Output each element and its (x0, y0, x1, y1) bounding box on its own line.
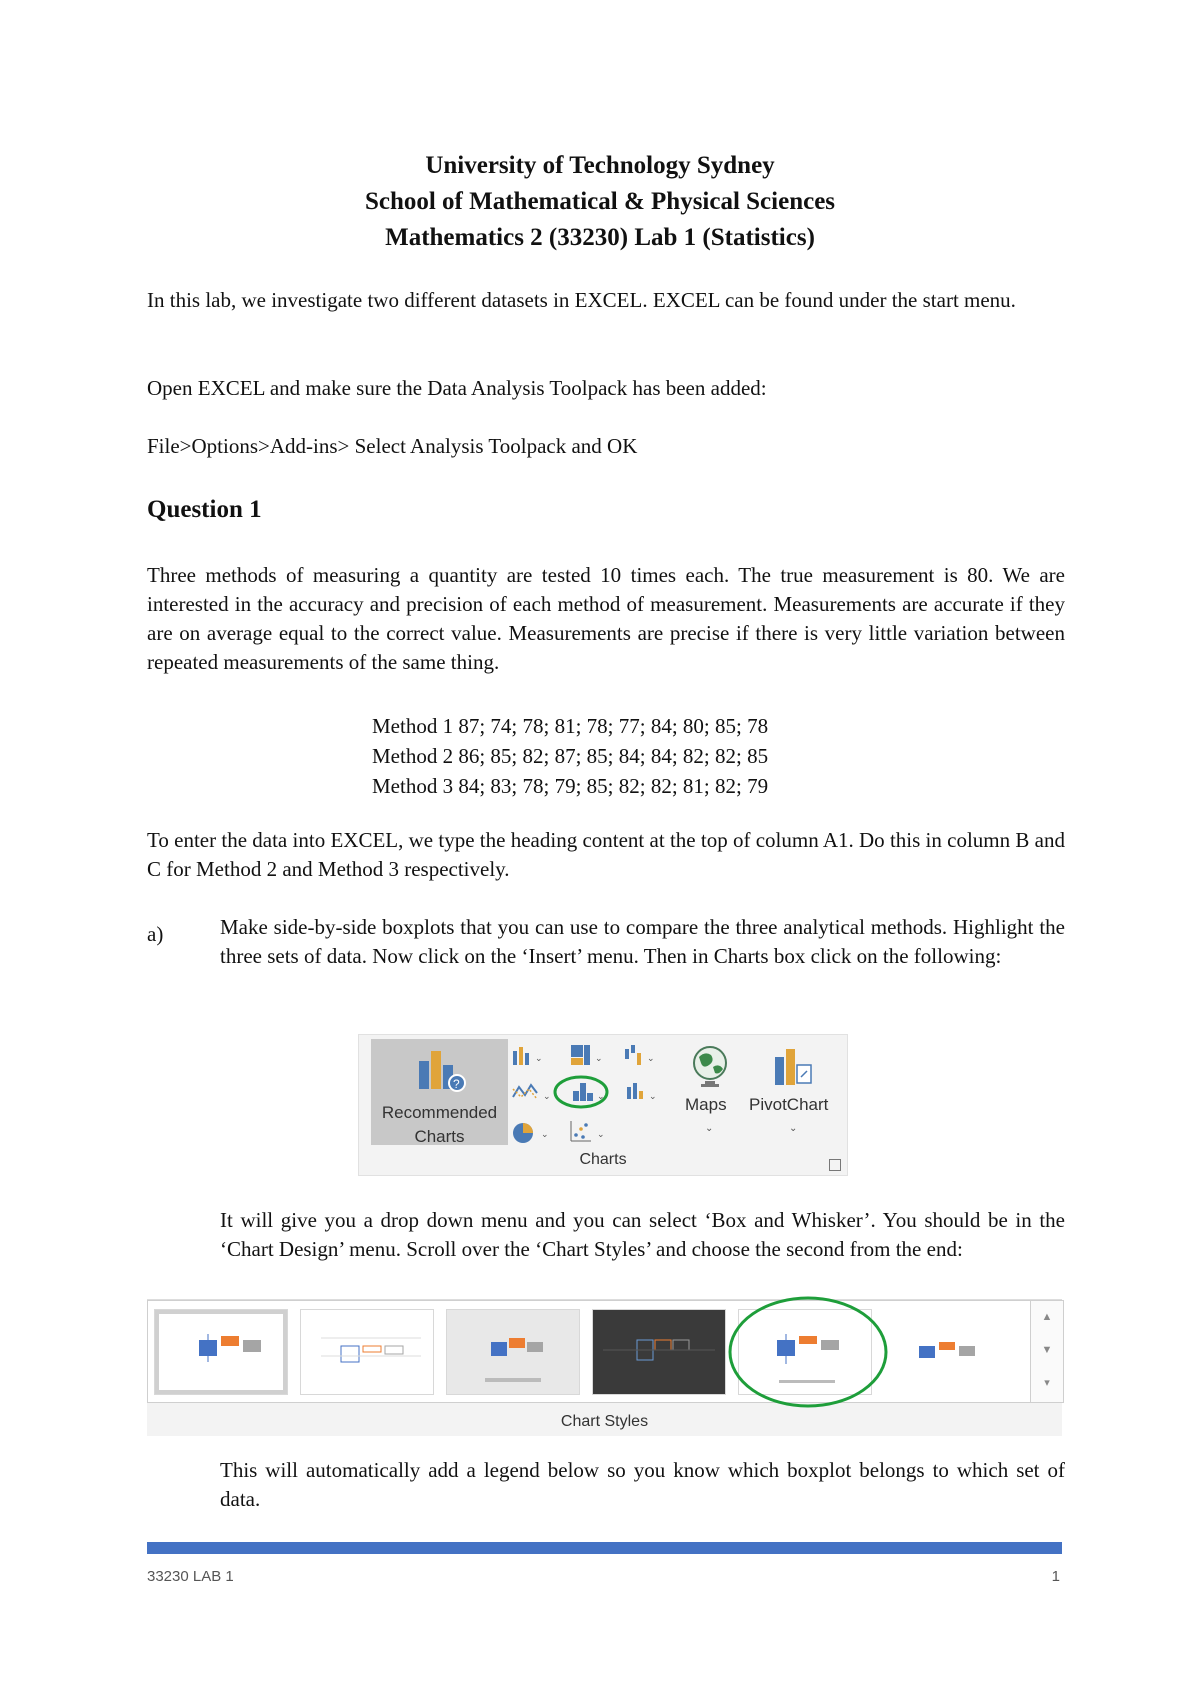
svg-text:⌄: ⌄ (597, 1130, 605, 1140)
chart-style-3[interactable] (446, 1309, 580, 1395)
pivotchart-caret-icon: ⌄ (789, 1123, 798, 1134)
pivotchart-button[interactable] (747, 1043, 841, 1143)
footer-course-code: 33230 LAB 1 (147, 1568, 234, 1585)
svg-text:⌄: ⌄ (535, 1054, 543, 1064)
svg-text:⌄: ⌄ (595, 1054, 603, 1064)
statistic-chart-icon[interactable] (573, 1083, 605, 1102)
chart-style-highlight-circle (726, 1293, 896, 1411)
addins-path: File>Options>Add-ins> Select Analysis Toolpack and OK (147, 434, 638, 458)
svg-text:⌄: ⌄ (647, 1054, 655, 1064)
maps-caret-icon: ⌄ (705, 1123, 714, 1134)
recommended-label-line2: Charts (414, 1127, 465, 1146)
waterfall-chart-icon[interactable] (625, 1045, 655, 1065)
svg-text:⌄: ⌄ (597, 1092, 605, 1102)
entry-instructions: To enter the data into EXCEL, we type the heading content at the top of column A1. Do this in column B and C for Method 2 and Method 3 respectively. (147, 828, 1065, 881)
recommended-charts-button[interactable] (371, 1039, 508, 1145)
combo-chart-icon[interactable] (627, 1083, 657, 1102)
gallery-scroll-down-icon[interactable]: ▼ (1041, 1344, 1053, 1356)
svg-text:?: ? (453, 1077, 460, 1091)
svg-text:⌄: ⌄ (543, 1092, 551, 1102)
svg-text:⌄: ⌄ (541, 1130, 549, 1140)
recommended-charts-icon (371, 1039, 508, 1101)
maps-button[interactable] (681, 1043, 739, 1143)
toolpack-paragraph: Open EXCEL and make sure the Data Analysis Toolpack has been added: (147, 376, 767, 400)
question-heading: Question 1 (147, 496, 262, 523)
chart-style-1[interactable] (154, 1309, 288, 1395)
pivotchart-label: PivotChart (749, 1095, 829, 1114)
gallery-scroll-up-icon[interactable]: ▲ (1041, 1311, 1053, 1323)
page-number: 1 (1051, 1568, 1060, 1585)
dialog-launcher-icon[interactable] (829, 1159, 841, 1171)
legend-paragraph: This will automatically add a legend below so you know which boxplot belongs to which set of data. (220, 1458, 1065, 1511)
method-2-data: Method 2 86; 85; 82; 87; 85; 84; 84; 82; 82; 85 (372, 744, 769, 768)
column-chart-icon[interactable] (513, 1047, 543, 1065)
ribbon-charts-group (358, 1034, 848, 1176)
chart-type-icon-grid (509, 1041, 679, 1151)
school-name: School of Mathematical & Physical Sciences (364, 188, 836, 215)
line-chart-icon[interactable] (513, 1085, 551, 1102)
charts-group-label: Charts (579, 1151, 627, 1168)
chart-style-4[interactable] (592, 1309, 726, 1395)
dropdown-paragraph: It will give you a drop down menu and you can select ‘Box and Whisker’. You should be in the ‘Chart Design’ menu. Scroll over the ‘Chart Styles’ and choose the second from the end: (220, 1208, 1065, 1261)
part-a-text: Make side-by-side boxplots that you can use to compare the three analytical methods. Highlight the three sets of data. Now click on the ‘Insert’ menu. Then in Charts box click on the following: (220, 915, 1065, 968)
university-name: University of Technology Sydney (425, 152, 775, 179)
maps-label: Maps (685, 1095, 727, 1114)
question-description: Three methods of measuring a quantity are tested 10 times each. The true measurement is 80. We are interested in the accuracy and precision of each method of measurement. Measurements are accurate if they are on average equal to the correct value. Measurements are precise if there is very little variation between repeated measurements of the same thing. (147, 563, 1065, 674)
part-a-label: a) (147, 922, 164, 946)
globe-icon (681, 1043, 739, 1091)
pie-chart-icon[interactable] (513, 1123, 549, 1143)
pivotchart-icon (747, 1043, 841, 1091)
title-block (0, 148, 1200, 256)
method-1-data: Method 1 87; 74; 78; 81; 78; 77; 84; 80; 85; 78 (372, 714, 769, 738)
chart-style-2[interactable] (300, 1309, 434, 1395)
hierarchy-chart-icon[interactable] (571, 1045, 603, 1065)
gallery-scroll (1030, 1301, 1063, 1402)
methods-list (372, 711, 768, 801)
scatter-chart-icon[interactable] (571, 1121, 605, 1141)
svg-text:⌄: ⌄ (649, 1092, 657, 1102)
recommended-label-line1: Recommended (381, 1103, 498, 1122)
chart-style-6[interactable] (884, 1309, 1018, 1395)
intro-paragraph: In this lab, we investigate two different datasets in EXCEL. EXCEL can be found under the start menu. (147, 288, 1016, 312)
chart-styles-label: Chart Styles (560, 1413, 649, 1430)
gallery-more-icon[interactable]: ▾ (1044, 1377, 1050, 1389)
method-3-data: Method 3 84; 83; 78; 79; 85; 82; 82; 81; 82; 79 (372, 774, 769, 798)
course-title: Mathematics 2 (33230) Lab 1 (Statistics) (385, 224, 815, 251)
footer-bar (147, 1542, 1062, 1554)
chart-styles-gallery (147, 1299, 1062, 1436)
